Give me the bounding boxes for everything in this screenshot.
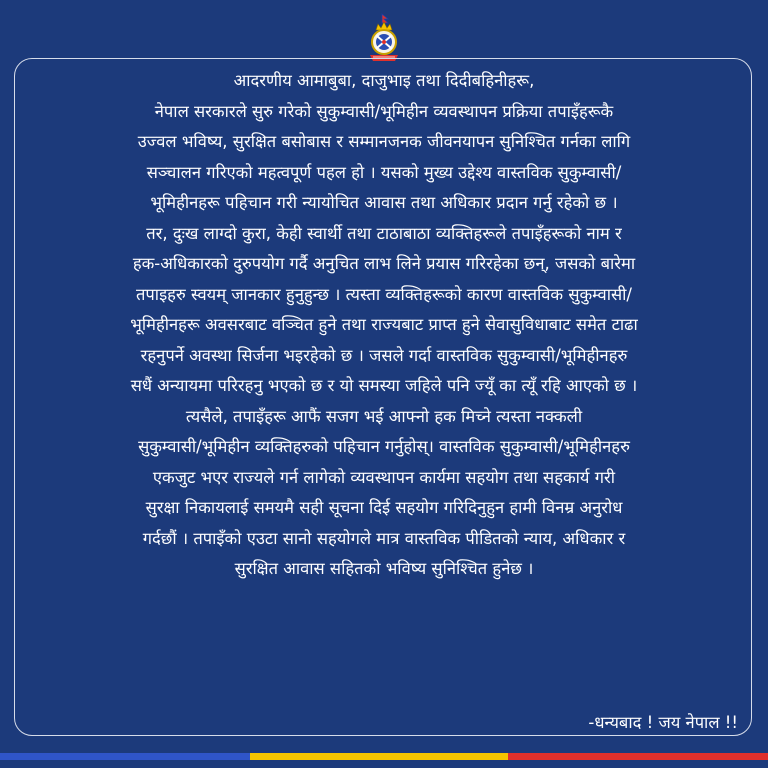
message-line: सधैं अन्यायमा परिरहनु भएको छ र यो समस्या जहिले पनि ज्यूँ का त्यूँ रहि आएको छ । (130, 376, 638, 395)
message-body (20, 66, 748, 585)
message-line: सुरक्षा निकायलाई समयमै सही सूचना दिई सहयोग गरिदिनुहुन हामी विनम्र अनुरोध (145, 498, 623, 517)
message-line: सुरक्षित आवास सहितको भविष्य सुनिश्चित हुनेछ । (234, 559, 534, 578)
message-line: आदरणीय आमाबुबा, दाजुभाइ तथा दिदीबहिनीहरू, (233, 71, 535, 90)
message-line: हक-अधिकारको दुरुपयोग गर्दै अनुचित लाभ लिने प्रयास गरिरहेका छन्, जसको बारेमा (132, 254, 636, 273)
message-line: एकजुट भएर राज्यले गर्न लागेको व्यवस्थापन कार्यमा सहयोग तथा सहकार्य गरी (152, 467, 616, 487)
red-stripe (508, 753, 768, 760)
signoff-text: -धन्यबाद ! जय नेपाल !! (588, 713, 738, 732)
message-line: त्यसैले, तपाइँहरू आफैं सजग भई आफ्नो हक मिच्ने त्यस्ता नक्कली (185, 406, 583, 426)
message-line: रहनुपर्ने अवस्था सिर्जना भइरहेको छ । जसले गर्दा वास्तविक सुकुम्वासी/भूमिहीनहरु (140, 345, 628, 365)
message-line: भूमिहीनहरू पहिचान गरी न्यायोचित आवास तथा अधिकार प्रदान गर्नु रहेको छ । (150, 193, 618, 212)
message-line: सुकुम्वासी/भूमिहीन व्यक्तिहरुको पहिचान गर्नुहोस्। वास्तविक सुकुम्वासी/भूमिहीनहरु (138, 437, 630, 456)
message-line: उज्वल भविष्य, सुरक्षित बसोबास र सम्मानजनक जीवनयापन सुनिश्चित गर्नका लागि (137, 132, 631, 151)
message-line: गर्दछौं । तपाइँको एउटा सानो सहयोगले मात्र वास्तविक पीडितको न्याय, अधिकार र (142, 528, 626, 548)
message-line: तपाइहरु स्वयम् जानकार हुनुहुन्छ । त्यस्ता व्यक्तिहरूको कारण वास्तविक सुकुम्वासी/ (136, 284, 632, 304)
message-line: भूमिहीनहरू अवसरबाट वञ्चित हुने तथा राज्यबाट प्राप्त हुने सेवासुविधाबाट समेत टाढा (130, 315, 638, 334)
message-line: तर, दुःख लाग्दो कुरा, केही स्वार्थी तथा टाठाबाठा व्यक्तिहरूले तपाइँहरूको नाम र (146, 223, 622, 243)
message-line: नेपाल सरकारले सुरु गरेको सुकुम्वासी/भूमिहीन व्यवस्थापन प्रक्रिया तपाइँहरूकै (154, 101, 614, 121)
yellow-stripe (250, 753, 508, 760)
blue-stripe (0, 753, 250, 760)
message-line: सञ्चालन गरिएको महत्वपूर्ण पहल हो । यसको मुख्य उद्देश्य वास्तविक सुकुम्वासी/ (146, 162, 622, 182)
